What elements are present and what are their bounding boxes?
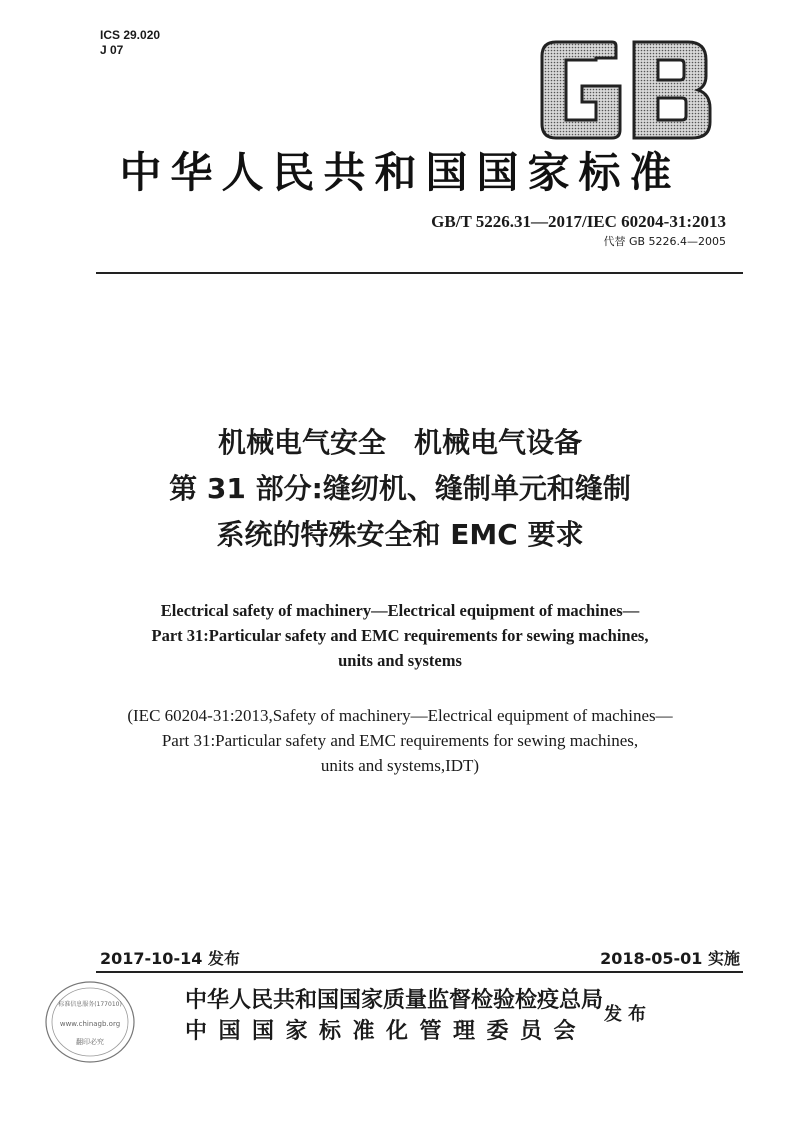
standard-category-title: 中华人民共和国国家标准 [119, 148, 681, 197]
anti-counterfeit-stamp-icon [40, 972, 140, 1072]
stamp-mid-text: www.chinagb.org [59, 1020, 121, 1028]
stamp-bottom-text: 翻印必究 [76, 1038, 104, 1046]
chinese-title-line1: 机械电气安全 机械电气设备 [217, 426, 582, 459]
issuer-sac: 中国国家标准化管理委员会 [185, 1019, 588, 1044]
stamp-top-text: 标准信息服务(177010) [58, 1001, 122, 1008]
effective-date: 2018-05-01 实施 [600, 949, 740, 968]
issuing-organizations [185, 985, 603, 1047]
iec-equivalence-note [0, 703, 800, 778]
gb-logo-icon [538, 40, 713, 140]
issue-date: 2017-10-14 发布 [100, 949, 240, 968]
english-title-line1: Electrical safety of machinery—Electrical equipment of machines— [160, 601, 640, 620]
issuer-aqsiq: 中华人民共和国国家质量监督检验检疫总局 [185, 988, 604, 1013]
ccs-code: J 07 [100, 43, 124, 57]
chinese-title-line3: 系统的特殊安全和 EMC 要求 [216, 518, 584, 551]
chinese-title [0, 420, 800, 558]
iec-note-line3: units and systems,IDT) [320, 756, 480, 775]
footer-divider [96, 971, 743, 973]
standard-code: GB/T 5226.31—2017/IEC 60204-31:2013 [431, 212, 726, 231]
iec-note-line1: (IEC 60204-31:2013,Safety of machinery—Electrical equipment of machines— [127, 706, 673, 725]
ics-code: ICS 29.020 [100, 28, 161, 42]
classification-codes [100, 28, 160, 58]
publish-label: 发布 [604, 1004, 652, 1025]
header-divider [96, 272, 743, 274]
english-title-line3: units and systems [338, 651, 462, 670]
english-title [0, 598, 800, 673]
iec-note-line2: Part 31:Particular safety and EMC requirements for sewing machines, [161, 731, 639, 750]
replaces-standard: 代替 GB 5226.4—2005 [603, 235, 726, 248]
english-title-line2: Part 31:Particular safety and EMC requirements for sewing machines, [151, 626, 649, 645]
chinese-title-line2: 第 31 部分:缝纫机、缝制单元和缝制 [169, 472, 631, 505]
